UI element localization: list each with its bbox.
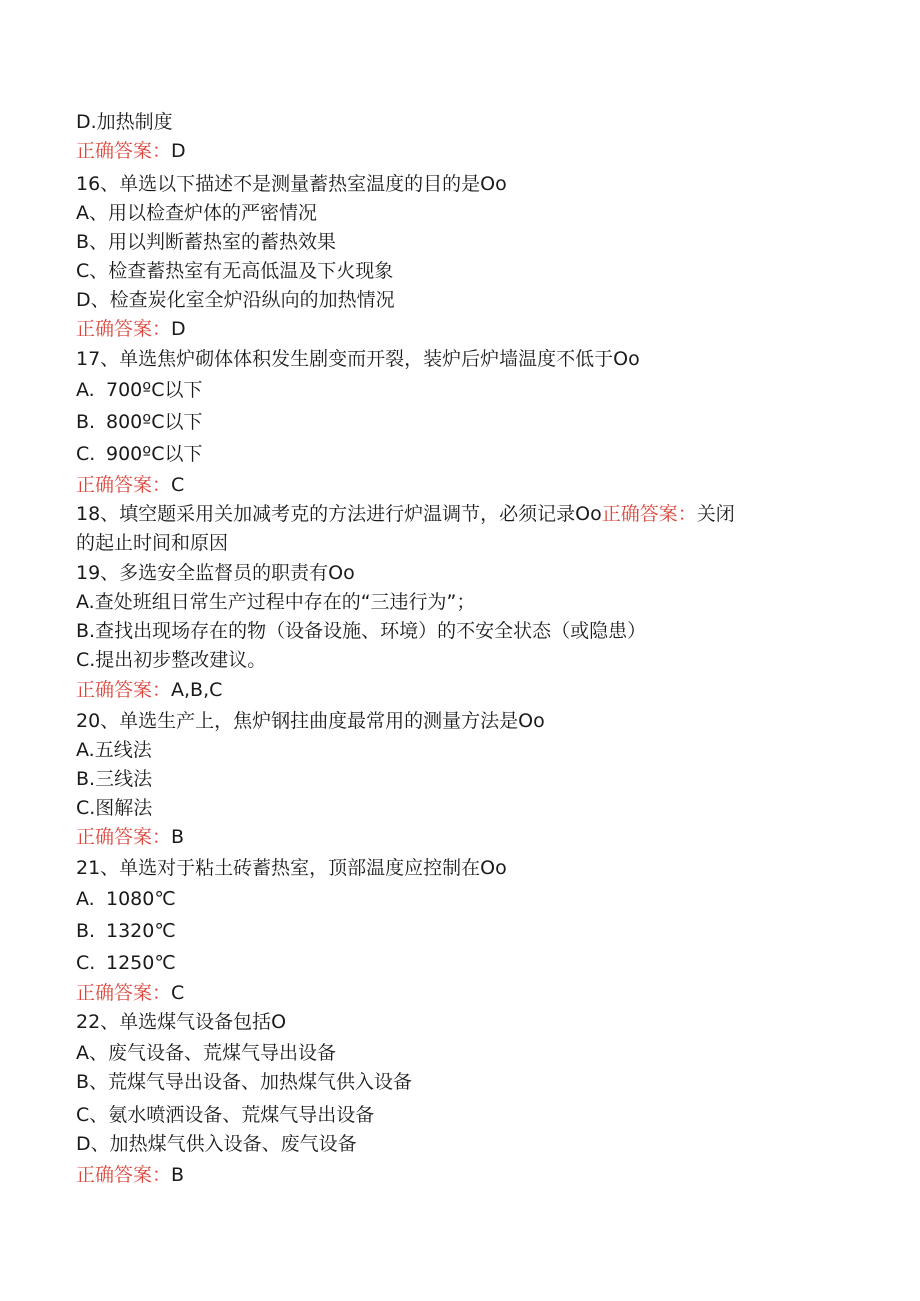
answer-label: 正确答案： (76, 982, 172, 1004)
q22-answer-row (76, 1161, 860, 1190)
q22-stem: 22、单选煤气设备包括O (76, 1011, 287, 1033)
q20-option-a: A.五线法 (76, 739, 152, 761)
q21-answer-row (76, 979, 860, 1008)
q16-option-a: A、用以检查炉体的严密情况 (76, 202, 317, 224)
q20-stem: 20、单选生产上，焦炉钢拄曲度最常用的测量方法是Oo (76, 710, 545, 732)
q16-stem: 16、单选以下描述不是测量蓄热室温度的目的是Oo (76, 173, 507, 195)
q17-stem: 17、单选焦炉砌体体积发生剧变而开裂，装炉后炉墙温度不低于Oo (76, 348, 640, 370)
option-letter: C. (76, 443, 96, 465)
answer-value: D (171, 140, 186, 162)
q21-option-a (76, 885, 860, 914)
q16-answer-row (76, 315, 860, 344)
answer-label: 正确答案： (76, 140, 172, 162)
q19-stem: 19、多选安全监督员的职责有Oo (76, 562, 355, 584)
q17-option-c (76, 440, 860, 469)
answer-label: 正确答案： (76, 318, 172, 340)
q22-option-d: D、加热煤气供入设备、废气设备 (76, 1133, 357, 1155)
q20-answer-row (76, 823, 860, 852)
answer-value: D (171, 318, 186, 340)
q16-option-c: C、检查蓄热室有无高低温及下火现象 (76, 260, 394, 282)
q19-option-b: B.查找出现场存在的物（设备设施、环境）的不安全状态（或隐患） (76, 620, 647, 642)
option-text: 700ºC以下 (106, 379, 203, 401)
q22-option-b: B、荒煤气导出设备、加热煤气供入设备 (76, 1071, 413, 1093)
q17-answer-row (76, 471, 860, 500)
q20-option-b: B.三线法 (76, 768, 153, 790)
option-letter: B. (76, 920, 96, 942)
q19-answer-row (76, 676, 860, 705)
answer-label: 正确答案： (76, 474, 172, 496)
q15-answer-row (76, 137, 860, 166)
q18-stem: 18、填空题采用关加减考克的方法进行炉温调节，必须记录Oo (76, 503, 602, 525)
q19-option-c: C.提出初步整改建议。 (76, 649, 267, 671)
q20-option-c: C.图解法 (76, 797, 153, 819)
q21-option-c (76, 949, 860, 978)
option-letter: C. (76, 952, 96, 974)
answer-value: B (171, 826, 185, 848)
answer-value: A,B,C (171, 679, 223, 701)
answer-label: 正确答案： (76, 826, 172, 848)
answer-value: B (171, 1164, 185, 1186)
answer-value: C (171, 982, 185, 1004)
answer-label: 正确答案： (76, 679, 172, 701)
q18-stem-line (76, 500, 860, 529)
option-letter: A. (76, 379, 95, 401)
option-text: 1080℃ (106, 888, 176, 910)
option-letter: A. (76, 888, 95, 910)
q19-option-a: A.查处班组日常生产过程中存在的“三违行为”； (76, 591, 476, 613)
q17-option-a (76, 376, 860, 405)
option-text: 900ºC以下 (106, 443, 203, 465)
option-text: 800ºC以下 (106, 411, 203, 433)
q17-option-b (76, 408, 860, 437)
answer-label: 正确答案： (76, 1164, 172, 1186)
q22-option-c: C、氨水喷洒设备、荒煤气导出设备 (76, 1104, 375, 1126)
answer-value: 关闭 (696, 503, 735, 525)
answer-label: 正确答案： (601, 503, 697, 525)
q21-option-b (76, 917, 860, 946)
option-text: 1320℃ (106, 920, 176, 942)
q16-option-d: D、检查炭化室全炉沿纵向的加热情况 (76, 289, 395, 311)
q22-option-a: A、废气设备、荒煤气导出设备 (76, 1042, 336, 1064)
option-text: 1250℃ (106, 952, 176, 974)
q16-option-b: B、用以判断蓄热室的蓄热效果 (76, 231, 337, 253)
q15-option-d: D.加热制度 (76, 111, 173, 133)
q18-answer-continued: 的起止时间和原因 (76, 532, 229, 554)
q21-stem: 21、单选对于粘土砖蓄热室，顶部温度应控制在Oo (76, 857, 507, 879)
option-letter: B. (76, 411, 96, 433)
answer-value: C (171, 474, 185, 496)
